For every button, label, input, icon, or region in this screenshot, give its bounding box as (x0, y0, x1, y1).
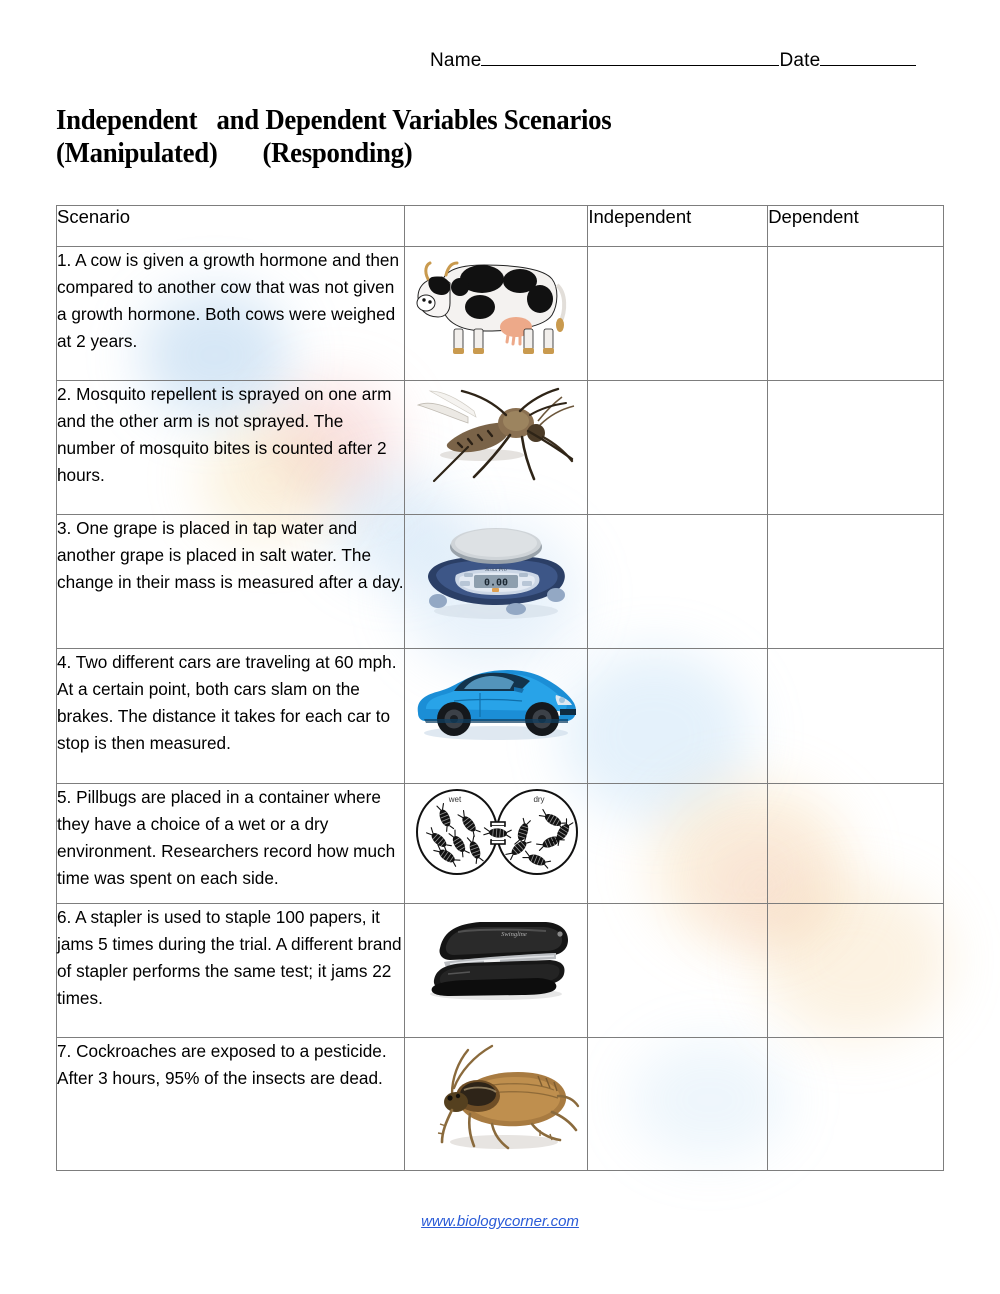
scenario-image-cell-6 (405, 904, 588, 1038)
scenario-text-2: 2. Mosquito repellent is sprayed on one arm and the other arm is not sprayed. The number of mosquito bites is counted after 2 hours. (57, 381, 405, 515)
column-header-dependent: Dependent (768, 206, 944, 247)
scenario-text-6: 6. A stapler is used to staple 100 papers, it jams 5 times during the trial. A different brand of stapler performs the same test; it jams 22 times. (57, 904, 405, 1038)
table-row (57, 381, 944, 515)
page-title (56, 104, 647, 170)
scenario-image-cell-5 (405, 784, 588, 904)
scenario-text-4: 4. Two different cars are traveling at 60 mph. At a certain point, both cars slam on the brakes. The distance it takes for each car to stop is then measured. (57, 649, 405, 784)
dependent-answer-2[interactable] (768, 381, 944, 515)
dependent-answer-1[interactable] (768, 247, 944, 381)
scenarios-table (56, 205, 944, 1171)
blue-car-photo-icon (410, 649, 582, 745)
chamber-label-wet: wet (449, 795, 462, 804)
dependent-answer-4[interactable] (768, 649, 944, 784)
scenario-image-cell-3 (405, 515, 588, 649)
date-label: Date (779, 50, 821, 71)
column-header-independent: Independent (588, 206, 768, 247)
scenario-text-7: 7. Cockroaches are exposed to a pesticide. After 3 hours, 95% of the insects are dead. (57, 1038, 405, 1171)
name-blank-field[interactable] (481, 51, 779, 66)
independent-answer-6[interactable] (588, 904, 768, 1038)
page-title-line-1: Independent and Dependent Variables Scenarios (56, 105, 612, 136)
dependent-answer-6[interactable] (768, 904, 944, 1038)
dependent-answer-5[interactable] (768, 784, 944, 904)
svg-text:Scout Pro: Scout Pro (485, 567, 508, 573)
scenario-image-cell-4 (405, 649, 588, 784)
independent-answer-3[interactable] (588, 515, 768, 649)
independent-answer-2[interactable] (588, 381, 768, 515)
cow-illustration-icon (412, 247, 580, 357)
column-header-image (405, 206, 588, 247)
svg-text:Swingline: Swingline (501, 931, 528, 938)
column-header-scenario: Scenario (57, 206, 405, 247)
source-website-link[interactable]: www.biologycorner.com (421, 1213, 579, 1230)
date-blank-field[interactable] (820, 51, 916, 66)
name-date-line (430, 50, 916, 72)
table-row (57, 247, 944, 381)
page-title-line-2: (Manipulated) (Responding) (56, 138, 413, 169)
name-label: Name (430, 50, 482, 71)
table-row (57, 784, 944, 904)
pillbug-choice-chamber-diagram-icon (413, 784, 579, 880)
independent-answer-5[interactable] (588, 784, 768, 904)
dependent-answer-3[interactable] (768, 515, 944, 649)
table-row (57, 1038, 944, 1171)
balance-display-value: 0.00 (484, 577, 509, 589)
table-row (57, 649, 944, 784)
cockroach-photo-icon (412, 1038, 580, 1156)
independent-answer-7[interactable] (588, 1038, 768, 1171)
black-stapler-photo-icon (410, 904, 582, 1004)
dependent-answer-7[interactable] (768, 1038, 944, 1171)
scenario-text-1: 1. A cow is given a growth hormone and then compared to another cow that was not given a growth hormone. Both cows were weighed at 2 years. (57, 247, 405, 381)
scenario-text-5: 5. Pillbugs are placed in a container where they have a choice of a wet or a dry environment. Researchers record how much time was spent on each side. (57, 784, 405, 904)
scenario-image-cell-2 (405, 381, 588, 515)
table-row (57, 515, 944, 649)
digital-balance-photo-icon (412, 515, 580, 625)
scenario-text-3: 3. One grape is placed in tap water and another grape is placed in salt water. The change in their mass is measured after a day. (57, 515, 405, 649)
table-header-row (57, 206, 944, 247)
independent-answer-1[interactable] (588, 247, 768, 381)
table-row (57, 904, 944, 1038)
mosquito-photo-icon (412, 381, 580, 489)
independent-answer-4[interactable] (588, 649, 768, 784)
scenario-image-cell-1 (405, 247, 588, 381)
chamber-label-dry: dry (533, 795, 545, 804)
scenario-image-cell-7 (405, 1038, 588, 1171)
